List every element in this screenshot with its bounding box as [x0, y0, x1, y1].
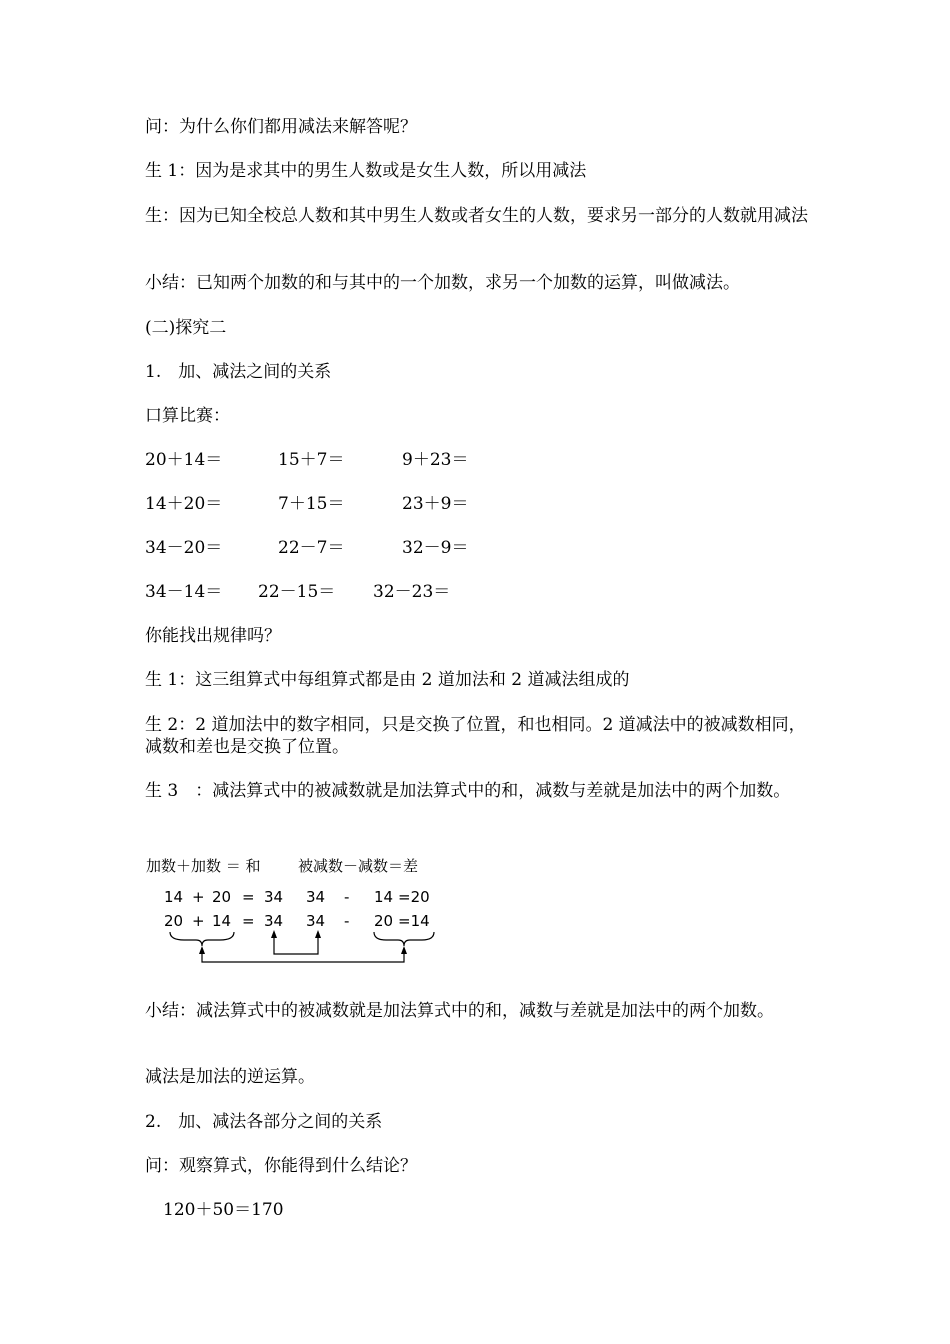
equation: 22－7＝ — [278, 538, 345, 558]
question-2: 问：观察算式，你能得到什么结论？ — [145, 1156, 417, 1176]
arrow-up-icon — [199, 946, 205, 954]
section-heading-explore-2: (二)探究二 — [145, 318, 227, 338]
equation: 22－15＝ — [258, 582, 336, 602]
summary-relation: 小结：减法算式中的被减数就是加法算式中的和，减数与差就是加法中的两个加数。 — [145, 1001, 774, 1021]
mental-math-contest-label: 口算比赛： — [145, 406, 230, 426]
diagram-cell: 34 — [306, 912, 326, 930]
arrow-up-icon — [315, 930, 321, 938]
diagram-cell: =14 — [398, 912, 430, 930]
diagram-cell: + — [192, 888, 205, 906]
diagram-cell: + — [192, 912, 205, 930]
diagram-cell: 20 — [374, 912, 394, 930]
item-heading-1: 1. 加、减法之间的关系 — [145, 362, 332, 382]
item-heading-2: 2. 加、减法各部分之间的关系 — [145, 1112, 383, 1132]
diagram-cell: 34 — [264, 912, 284, 930]
equation: 34－14＝ — [145, 582, 223, 602]
diagram-cell: 14 — [164, 888, 184, 906]
equation: 23＋9＝ — [402, 494, 469, 514]
diagram-cell: =20 — [398, 888, 430, 906]
brace-left — [170, 932, 234, 946]
equation: 34－20＝ — [145, 538, 223, 558]
arrow-up-icon — [271, 930, 277, 938]
diagram-cell: 20 — [212, 888, 232, 906]
arrow-up-icon — [401, 946, 407, 954]
find-rule-question: 你能找出规律吗？ — [145, 626, 281, 646]
diagram-cell: = — [242, 912, 255, 930]
diagram-cell: = — [242, 888, 255, 906]
student-answer-3: 生 1：这三组算式中每组算式都是由 2 道加法和 2 道减法组成的 — [145, 670, 630, 690]
addition-subtraction-relation-diagram — [140, 852, 450, 974]
example-equation: 120＋50＝170 — [163, 1200, 284, 1220]
diagram-cell: 34 — [306, 888, 326, 906]
diagram-cell: 14 — [374, 888, 394, 906]
equation: 9＋23＝ — [402, 450, 469, 470]
equation: 7＋15＝ — [278, 494, 345, 514]
equation: 32－9＝ — [402, 538, 469, 558]
question-1: 问：为什么你们都用减法来解答呢？ — [145, 117, 417, 137]
connector-line-sum-minuend — [274, 934, 318, 954]
diagram-cell: 20 — [164, 912, 184, 930]
diagram-header-addition: 加数＋加数 ＝ 和 — [146, 857, 261, 875]
diagram-cell: 14 — [212, 912, 232, 930]
diagram-header-subtraction: 被减数－减数＝差 — [298, 857, 419, 875]
equation: 20＋14＝ — [145, 450, 223, 470]
brace-right — [374, 932, 434, 946]
equation: 32－23＝ — [373, 582, 451, 602]
equation: 14＋20＝ — [145, 494, 223, 514]
equation: 15＋7＝ — [278, 450, 345, 470]
inverse-operation-statement: 减法是加法的逆运算。 — [145, 1067, 315, 1087]
student-answer-1: 生 1：因为是求其中的男生人数或是女生人数，所以用减法 — [145, 161, 587, 181]
diagram-cell: - — [344, 912, 350, 930]
student-answer-5: 生 3 ：减法算式中的被减数就是加法算式中的和，减数与差就是加法中的两个加数。 — [145, 781, 791, 801]
student-answer-2: 生：因为已知全校总人数和其中男生人数或者女生的人数，要求另一部分的人数就用减法 — [145, 206, 808, 226]
student-answer-4: 生 2：2 道加法中的数字相同，只是交换了位置，和也相同。2 道减法中的被减数相同，减数和差也是交换了位置。 — [145, 715, 806, 757]
diagram-cell: 34 — [264, 888, 284, 906]
diagram-cell: - — [344, 888, 350, 906]
summary-subtraction-definition: 小结：已知两个加数的和与其中的一个加数，求另一个加数的运算，叫做减法。 — [145, 273, 740, 293]
connector-line-addends-subtrahend-difference — [202, 950, 404, 962]
